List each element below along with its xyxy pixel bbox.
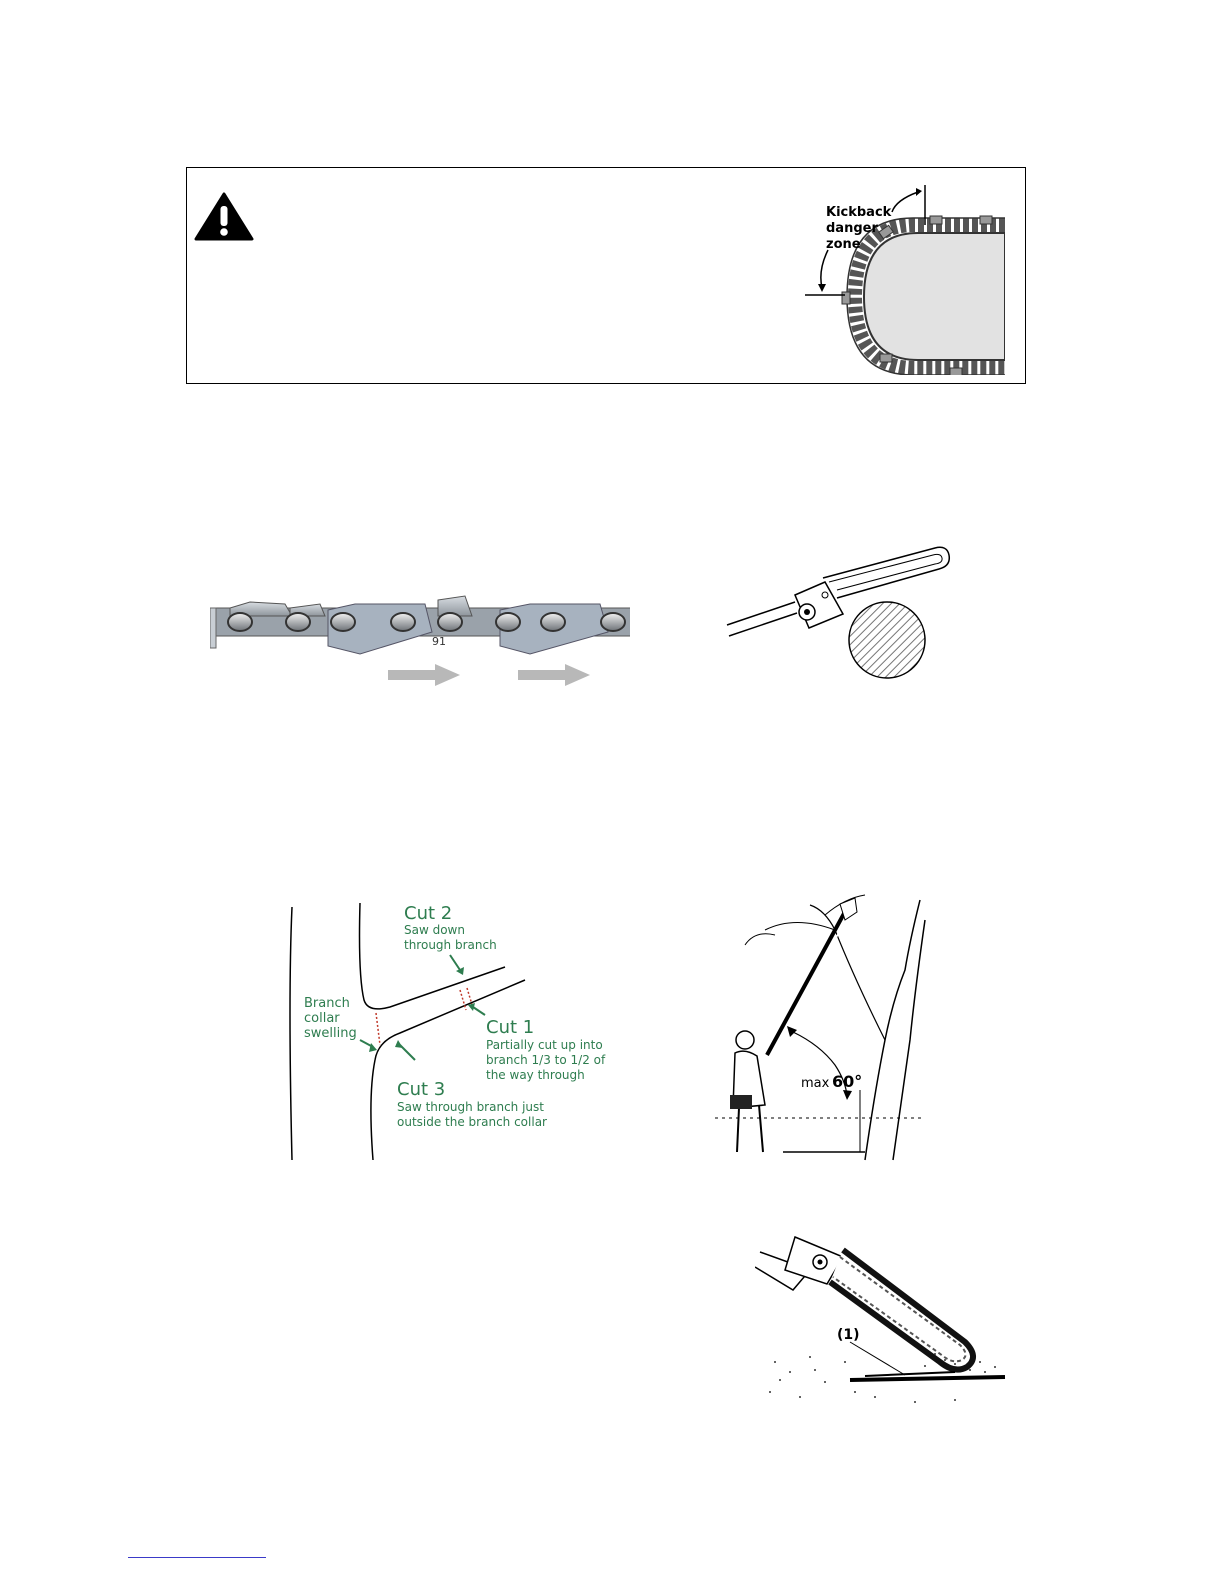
oil-spray-illustration <box>755 1222 1010 1412</box>
angle-value: 60° <box>832 1072 863 1091</box>
cut2-line2: through branch <box>404 938 497 952</box>
cut1-line3: the way through <box>486 1068 585 1082</box>
angle-prefix: max <box>801 1076 830 1091</box>
cut2-line1: Saw down <box>404 923 465 937</box>
kickback-zone-illustration <box>800 180 1010 375</box>
cut3-line1: Saw through branch just <box>397 1100 544 1114</box>
cut3-line2: outside the branch collar <box>397 1115 547 1129</box>
chain-stamp: 91 <box>432 635 446 648</box>
cut1-line1: Partially cut up into <box>486 1038 603 1052</box>
oil-callout: (1) <box>837 1327 860 1343</box>
pole-saw-log-illustration <box>725 540 975 695</box>
cut2-title: Cut 2 <box>404 903 453 924</box>
collar-label-line3: swelling <box>304 1026 357 1041</box>
operator-angle-illustration <box>715 890 930 1165</box>
kickback-label-line3: zone <box>826 237 861 252</box>
cut1-line2: branch 1/3 to 1/2 of <box>486 1053 606 1067</box>
branch-cut-diagram <box>280 895 640 1165</box>
kickback-label-line2: danger <box>826 221 878 236</box>
collar-label-line1: Branch <box>304 996 350 1011</box>
arrow-right-icon <box>388 664 460 686</box>
kickback-label-line1: Kickback <box>826 205 892 220</box>
cut3-title: Cut 3 <box>397 1079 446 1100</box>
cut1-title: Cut 1 <box>486 1017 535 1038</box>
arrow-right-icon <box>518 664 590 686</box>
footer-link-underline <box>128 1557 266 1558</box>
collar-label-line2: collar <box>304 1011 340 1026</box>
chain-photo <box>210 590 640 690</box>
warning-triangle-icon <box>194 192 254 242</box>
